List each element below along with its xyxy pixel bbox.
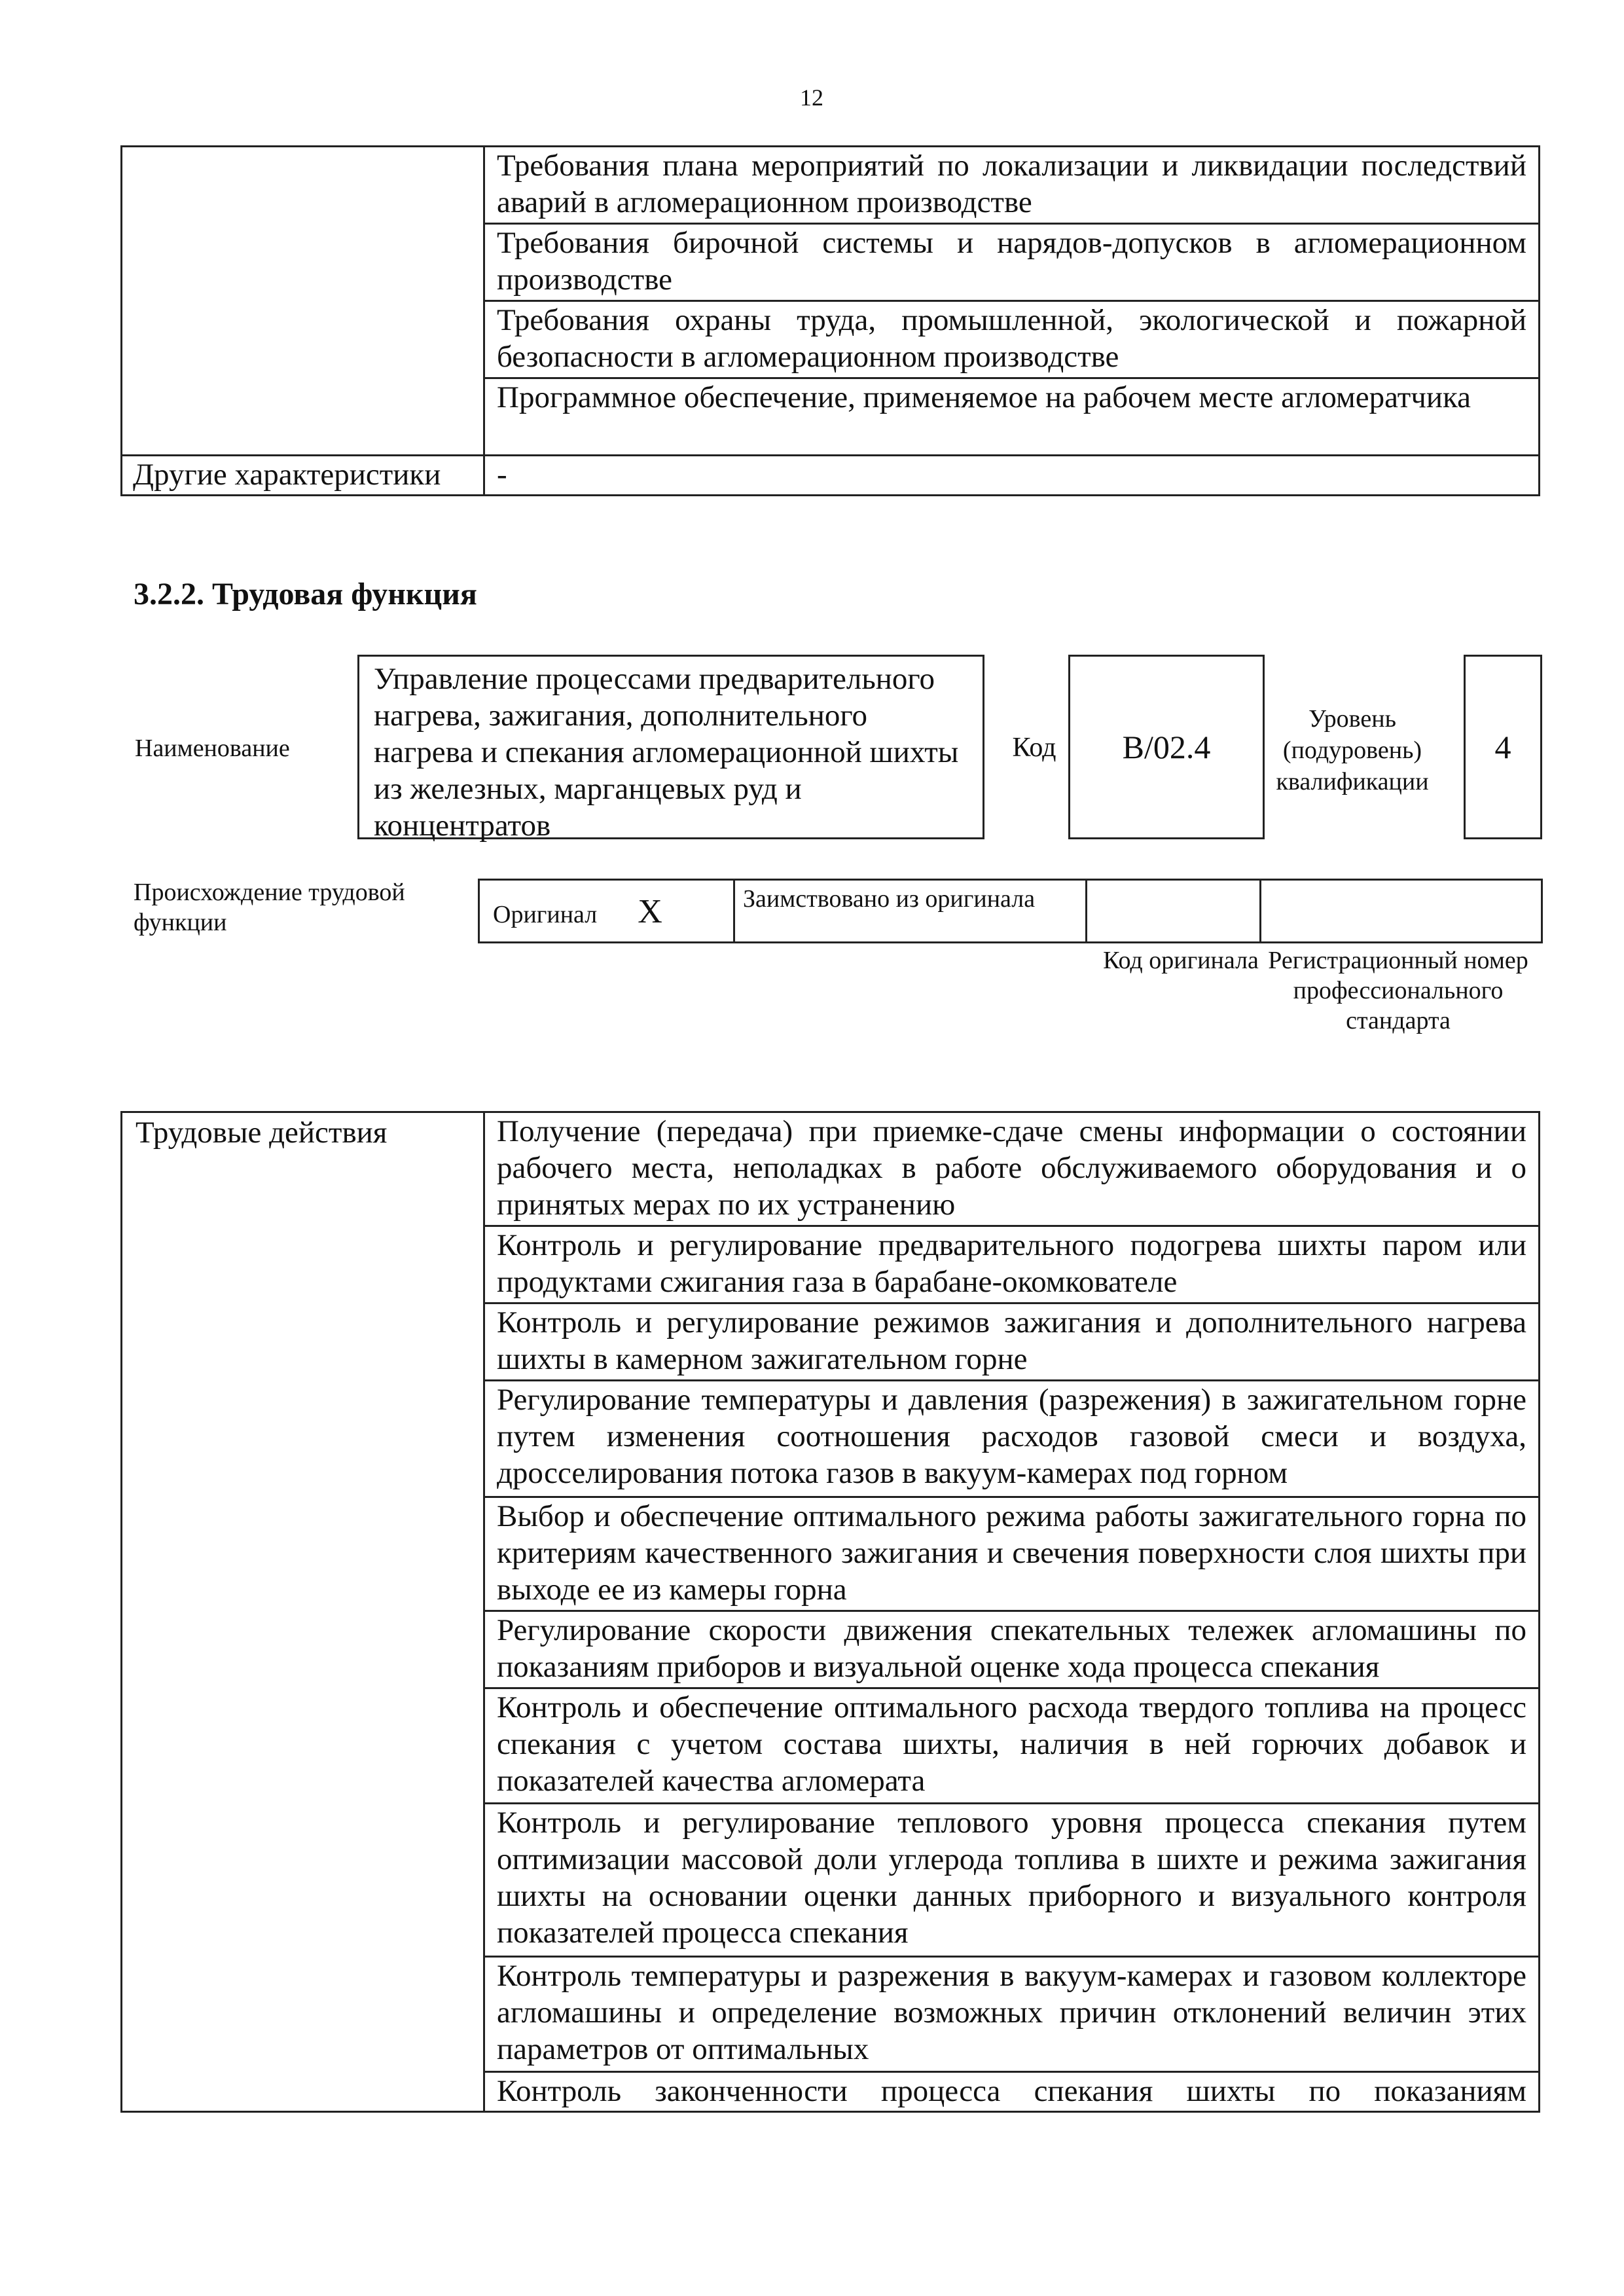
table-row (122, 147, 1540, 224)
labor-action-cell: Контроль и обеспечение оптимального расхода твердого топлива на процесс спекания с учетом состава шихты, наличия в ней горючих добавок и показателей качества агломерата (484, 1688, 1540, 1804)
name-label: Наименование (135, 735, 290, 762)
other-characteristics-value: - (484, 456, 1540, 496)
labor-action-cell: Контроль температуры и разрежения в вакуум-камерах и газовом коллекторе агломашины и определение возможных причин отклонений величин этих параметров от оптимальных (484, 1957, 1540, 2072)
continuation-table (120, 145, 1540, 496)
table-row (122, 456, 1540, 496)
original-mark: X (638, 893, 662, 930)
labor-action-cell: Контроль законченности процесса спекания шихты по показаниям (484, 2072, 1540, 2112)
origin-table (478, 879, 1543, 943)
function-code: B/02.4 (1068, 655, 1265, 839)
labor-action-cell: Контроль и регулирование предварительного подогрева шихты паром или продуктами сжигания газа в барабане-окомкователе (484, 1226, 1540, 1303)
original-label: Оригинал (493, 901, 598, 928)
labor-action-cell: Контроль и регулирование режимов зажигания и дополнительного нагрева шихты в камерном зажигательном горне (484, 1303, 1540, 1381)
qualification-level: 4 (1464, 655, 1542, 839)
code-label: Код (1012, 733, 1056, 763)
requirement-cell: Требования бирочной системы и нарядов-допусков в агломерационном производстве (484, 224, 1540, 301)
labor-action-cell: Регулирование температуры и давления (разрежения) в зажигательном горне путем изменения соотношения расходов газовой смеси и воздуха, дросселирования потока газов в вакуум-камерах под горном (484, 1381, 1540, 1497)
table-row (479, 880, 1542, 943)
labor-action-cell: Контроль и регулирование теплового уровня процесса спекания путем оптимизации массовой доли углерода топлива в шихте и режима зажигания шихты на основании оценки данных приборного и визуального контроля показателей процесса спекания (484, 1804, 1540, 1957)
page-number: 12 (800, 84, 823, 111)
labor-action-cell: Получение (передача) при приемке-сдаче смены информации о состоянии рабочего места, неполадках в работе обслуживаемого оборудования и о принятых мерах по их устранению (484, 1112, 1540, 1226)
qualification-level-label: Уровень (подуровень) квалификации (1276, 705, 1429, 795)
other-characteristics-label: Другие характеристики (122, 456, 484, 496)
labor-action-cell: Регулирование скорости движения спекательных тележек агломашины по показаниям приборов и визуальной оценке хода процесса спекания (484, 1611, 1540, 1688)
requirement-cell: Программное обеспечение, применяемое на рабочем месте агломератчика (484, 378, 1540, 456)
table-row (122, 1112, 1540, 1226)
empty-label-cell (122, 147, 484, 456)
original-code-caption: Код оригинала (1103, 947, 1259, 974)
labor-actions-label: Трудовые действия (122, 1112, 484, 2112)
original-code-cell (1087, 880, 1261, 943)
labor-action-cell: Выбор и обеспечение оптимального режима работы зажигательного горна по критериям качественного зажигания и свечения поверхности слоя шихты при выходе ее из камеры горна (484, 1497, 1540, 1611)
origin-label: Происхождение трудовой функции (134, 879, 405, 936)
original-cell (479, 880, 734, 943)
borrowed-label: Заимствовано из оригинала (734, 880, 1087, 943)
section-heading: 3.2.2. Трудовая функция (134, 577, 477, 611)
registration-number-cell (1261, 880, 1542, 943)
function-name: Управление процессами предварительного нагрева, зажигания, дополнительного нагрева и спекания агломерационной шихты из железных, марганцевых руд и концентратов (357, 655, 984, 839)
labor-actions-table (120, 1111, 1540, 2113)
requirement-cell: Требования охраны труда, промышленной, экологической и пожарной безопасности в агломерационном производстве (484, 301, 1540, 378)
requirement-cell: Требования плана мероприятий по локализации и ликвидации последствий аварий в агломерационном производстве (484, 147, 1540, 224)
registration-number-caption: Регистрационный номер профессионального стандарта (1268, 947, 1528, 1034)
